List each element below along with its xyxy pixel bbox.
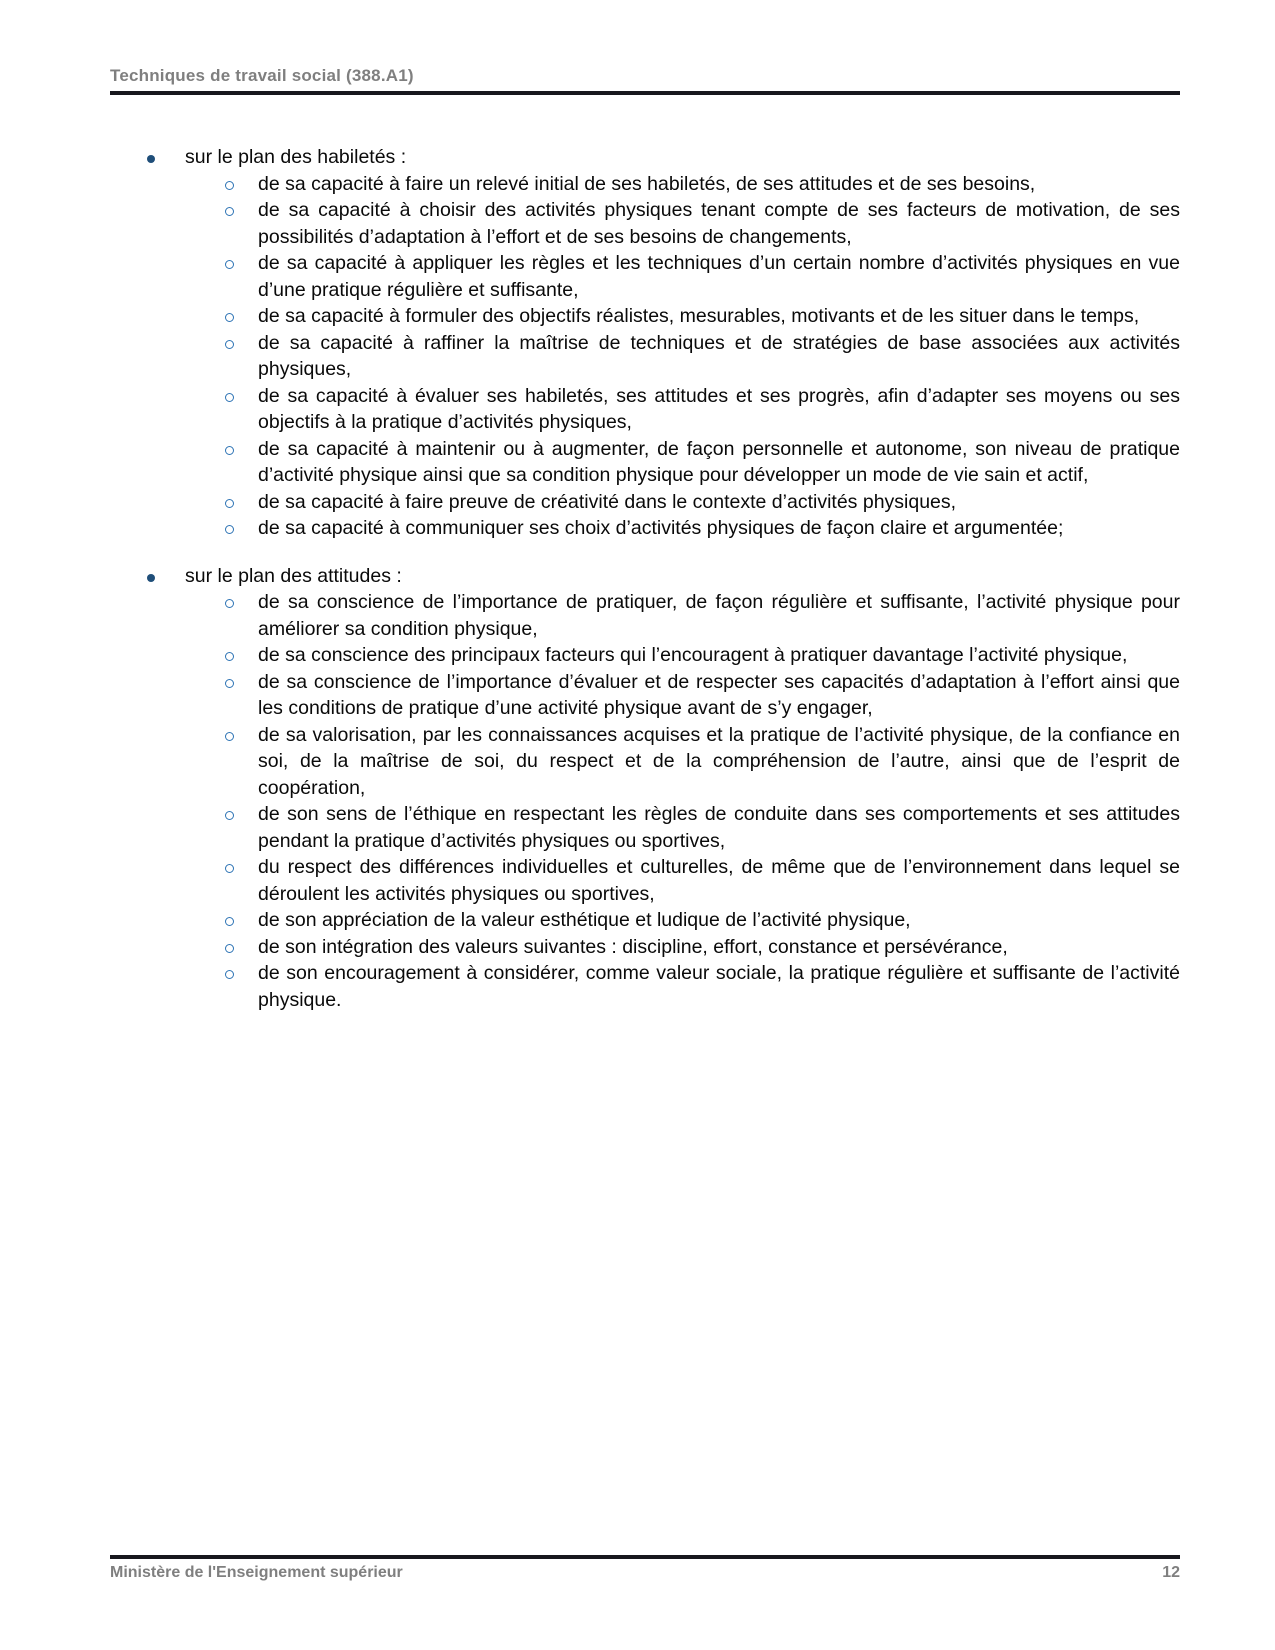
circle-bullet-icon (225, 499, 234, 508)
list-item-text: de son intégration des valeurs suivantes : discipline, effort, constance et persévérance, (258, 935, 1008, 958)
list-item-text: de sa capacité à maintenir ou à augmenter, de façon personnelle et autonome, son niveau de pratique d’activité physique ainsi que sa condition physique pour développer un mode de vie sain et actif, (258, 437, 1180, 486)
section-heading: sur le plan des attitudes : (185, 564, 402, 587)
circle-bullet-icon (225, 340, 234, 349)
list-item (110, 801, 1180, 854)
circle-marker-cell (225, 642, 258, 669)
circle-bullet-icon (225, 944, 234, 953)
bullet-marker-cell (110, 563, 185, 590)
circle-bullet-icon (225, 393, 234, 402)
circle-marker-cell (225, 854, 258, 881)
content (110, 144, 1180, 1013)
list-item (110, 669, 1180, 722)
list-item (110, 197, 1180, 250)
circle-marker-cell (225, 489, 258, 516)
list-item-text: de sa capacité à faire preuve de créativité dans le contexte d’activités physiques, (258, 490, 957, 513)
list-item (110, 250, 1180, 303)
bullet-section (110, 144, 1180, 542)
bullet-marker-cell (110, 144, 185, 171)
circle-marker-cell (225, 669, 258, 696)
list-item-text: de sa conscience des principaux facteurs qui l’encouragent à pratiquer davantage l’activité physique, (258, 644, 1128, 666)
circle-marker-cell (225, 934, 258, 961)
circle-marker-cell (225, 197, 258, 224)
list-item-text: de sa capacité à évaluer ses habiletés, ses attitudes et ses progrès, afin d’adapter ses moyens ou ses objectifs à la pratique d’activités physiques, (258, 384, 1180, 433)
circle-marker-cell (225, 907, 258, 934)
list-item-text: de sa capacité à appliquer les règles et les techniques d’un certain nombre d’activités physiques en vue d’une pratique régulière et suffisante, (258, 252, 1180, 301)
circle-bullet-icon (225, 917, 234, 926)
circle-bullet-icon (225, 260, 234, 269)
list-item (110, 854, 1180, 907)
circle-marker-cell (225, 960, 258, 987)
section-heading-row (110, 563, 1180, 590)
circle-marker-cell (225, 330, 258, 357)
circle-bullet-icon (225, 679, 234, 688)
section-heading: sur le plan des habiletés : (185, 146, 407, 168)
circle-marker-cell (225, 303, 258, 330)
list-item-text: de sa capacité à raffiner la maîtrise de techniques et de stratégies de base associées aux activités physiques, (258, 331, 1180, 380)
list-item (110, 722, 1180, 802)
circle-marker-cell (225, 436, 258, 463)
circle-marker-cell (225, 383, 258, 410)
list-item-text: de sa capacité à faire un relevé initial de ses habiletés, de ses attitudes et de ses besoins, (258, 172, 1036, 195)
list-item (110, 934, 1180, 961)
page-number: 12 (1162, 1564, 1180, 1581)
list-item (110, 907, 1180, 934)
circle-marker-cell (225, 250, 258, 277)
list-item-text: de son appréciation de la valeur esthétique et ludique de l’activité physique, (258, 909, 911, 931)
circle-marker-cell (225, 801, 258, 828)
list-item-text: de sa valorisation, par les connaissances acquises et la pratique de l’activité physique, de la confiance en soi, de la maîtrise de soi, du respect et de la compréhension de l’autre, ainsi que de l’esprit de coopération, (258, 723, 1180, 799)
circle-bullet-icon (225, 313, 234, 322)
list-item-text: de sa capacité à choisir des activités physiques tenant compte de ses facteurs de motivation, de ses possibilités d’adaptation à l’effort et de ses besoins de changements, (258, 199, 1180, 248)
header-rule (110, 91, 1180, 95)
circle-bullet-icon (225, 970, 234, 979)
list-item (110, 383, 1180, 436)
list-item-text: de son sens de l’éthique en respectant les règles de conduite dans ses comportements et ses attitudes pendant la pratique d’activités physiques ou sportives, (258, 803, 1180, 852)
list-item-text: du respect des différences individuelles et culturelles, de même que de l’environnement dans lequel se déroulent les activités physiques ou sportives, (258, 856, 1180, 905)
circle-bullet-icon (225, 599, 234, 608)
list-item (110, 303, 1180, 330)
list-item (110, 960, 1180, 1013)
circle-bullet-icon (225, 181, 234, 190)
circle-bullet-icon (225, 732, 234, 741)
list-item-text: de sa conscience de l’importance d’évaluer et de respecter ses capacités d’adaptation à l’effort ainsi que les conditions de pratique d’une activité physique avant de s’y engager, (258, 670, 1180, 719)
list-item-text: de sa capacité à formuler des objectifs réalistes, mesurables, motivants et de les situer dans le temps, (258, 305, 1140, 327)
filled-bullet-icon (147, 574, 155, 582)
circle-marker-cell (225, 722, 258, 749)
circle-bullet-icon (225, 811, 234, 820)
filled-bullet-icon (147, 155, 155, 163)
list-item-text: de sa capacité à communiquer ses choix d’activités physiques de façon claire et argumentée; (258, 517, 1064, 539)
circle-bullet-icon (225, 864, 234, 873)
circle-bullet-icon (225, 207, 234, 216)
list-item-text: de son encouragement à considérer, comme valeur sociale, la pratique régulière et suffisante de l’activité physique. (258, 962, 1180, 1011)
footer-rule (110, 1555, 1180, 1559)
page-header (110, 66, 1180, 95)
header-title: Techniques de travail social (388.A1) (110, 66, 414, 85)
list-item (110, 515, 1180, 542)
list-item (110, 589, 1180, 642)
circle-marker-cell (225, 589, 258, 616)
circle-bullet-icon (225, 446, 234, 455)
section-heading-row (110, 144, 1180, 171)
list-item (110, 642, 1180, 669)
list-item (110, 330, 1180, 383)
bullet-section (110, 563, 1180, 1014)
list-item (110, 171, 1180, 198)
circle-bullet-icon (225, 652, 234, 661)
circle-marker-cell (225, 515, 258, 542)
list-item (110, 489, 1180, 516)
list-item-text: de sa conscience de l’importance de pratiquer, de façon régulière et suffisante, l’activité physique pour améliorer sa condition physique, (258, 591, 1180, 640)
list-item (110, 436, 1180, 489)
circle-marker-cell (225, 171, 258, 198)
footer-ministry-label: Ministère de l'Enseignement supérieur (110, 1564, 403, 1581)
page-footer (110, 1555, 1180, 1582)
circle-bullet-icon (225, 525, 234, 534)
